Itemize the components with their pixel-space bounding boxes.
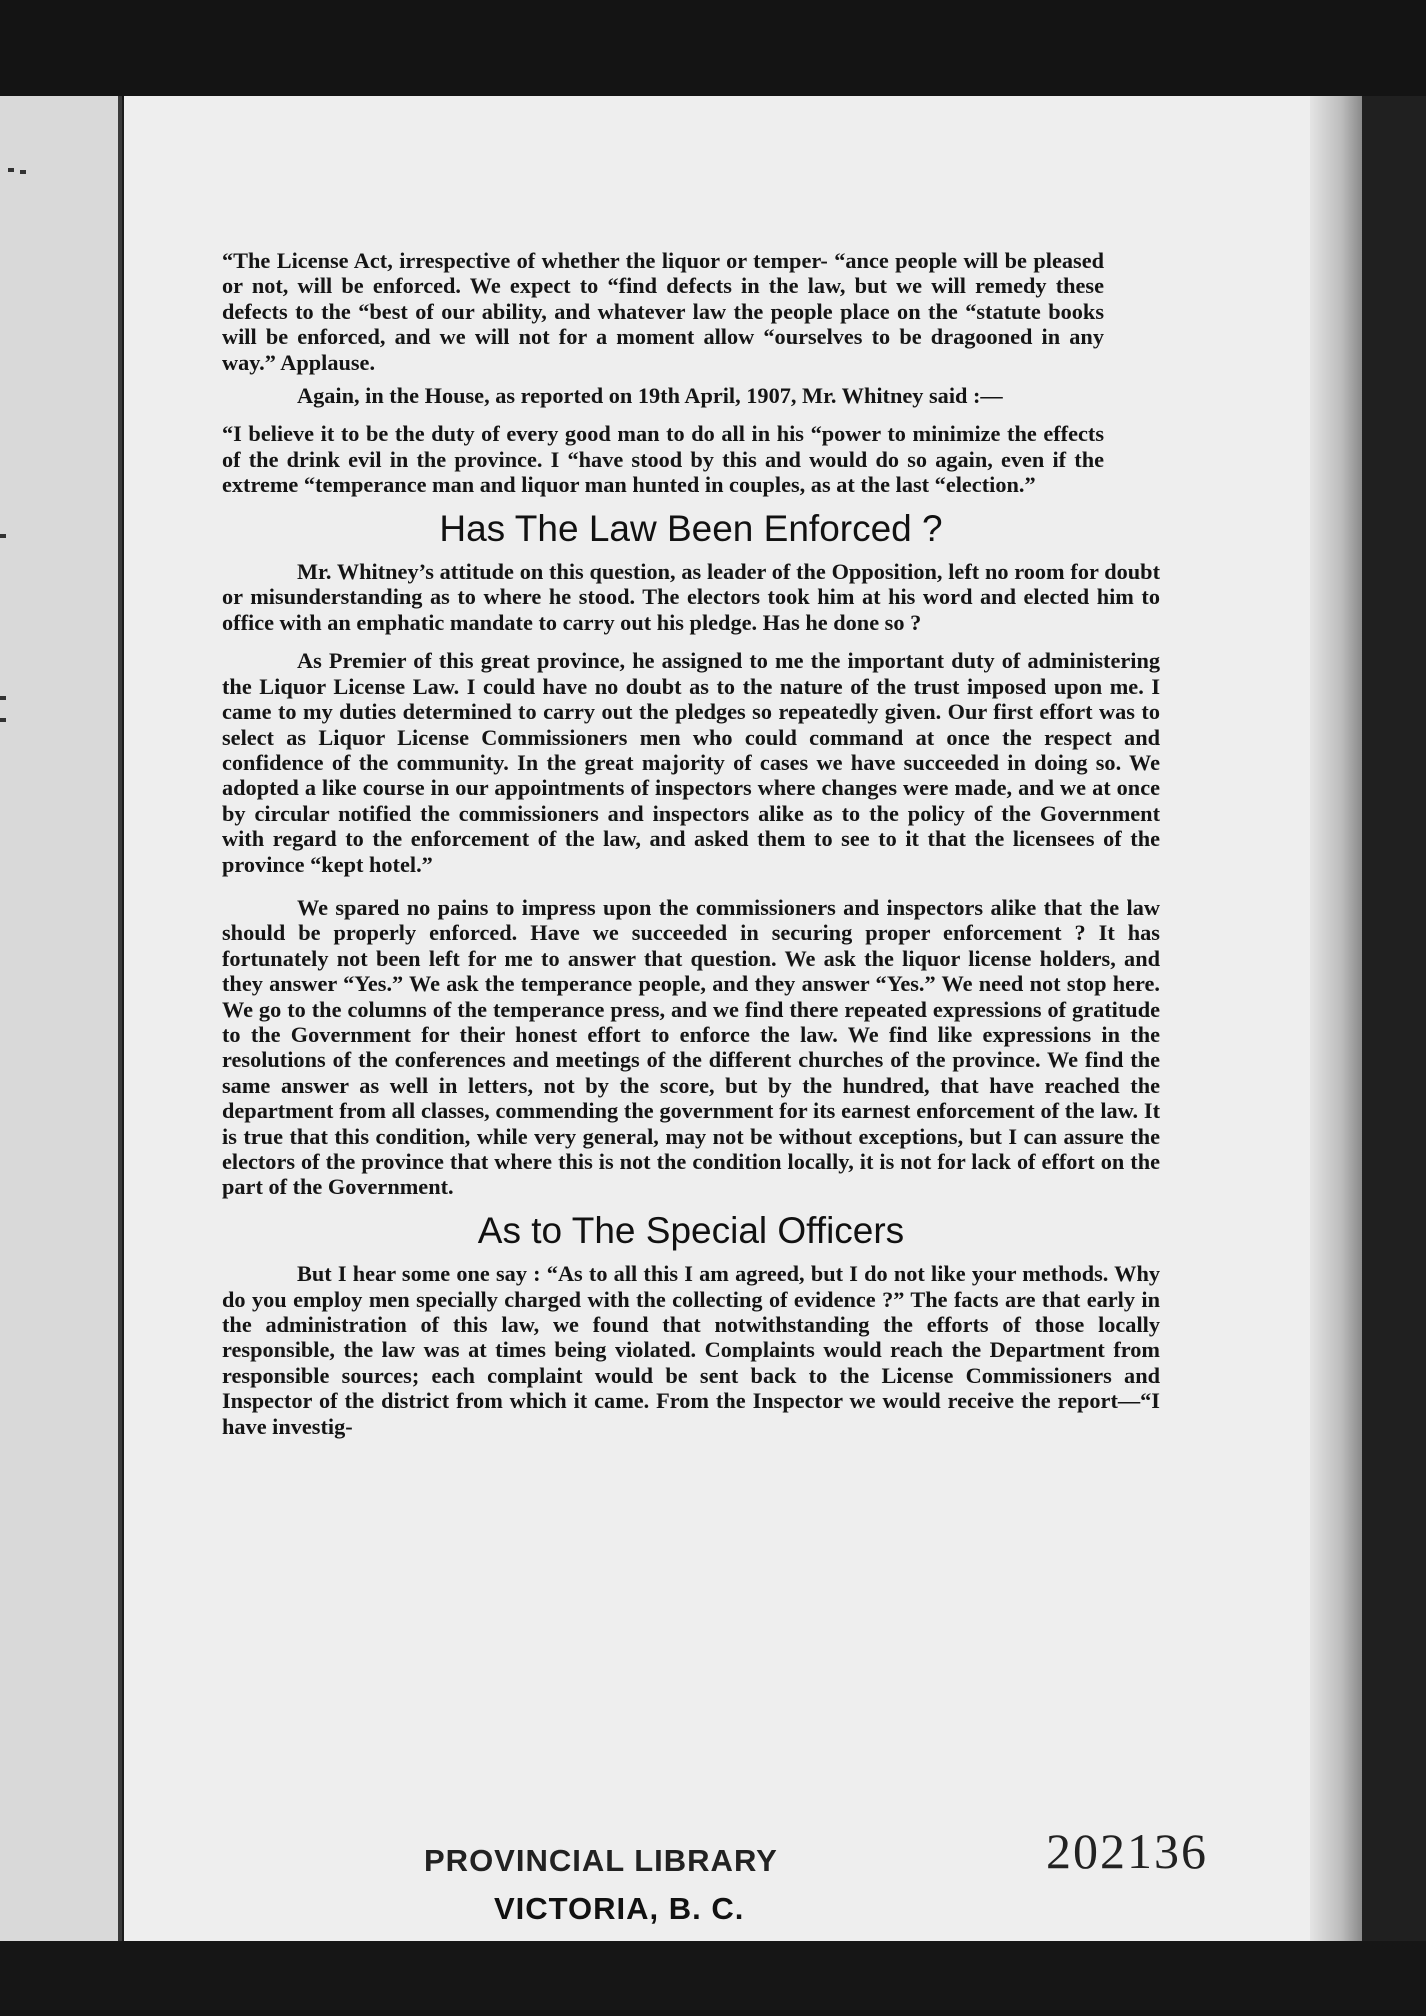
paragraph-spared-no-pains: We spared no pains to impress upon the commissioners and inspectors alike that the law should be properly enforced. Have we succeeded in securing proper enforcement ? It has fortunately not been left for me to answer that question. We ask the liquor license holders, and they answer “Yes.” We ask the temperance people, and they answer “Yes.” We need not stop here. We go to the columns of the temperance press, and we find there repeated expressions of gratitude to the Government for their honest effort to enforce the law. We find like expressions in the resolutions of the conferences and meetings of the different churches of the province. We find the same answer as well in letters, not by the score, but by the hundred, that have reached the department from all classes, commending the government for its earnest enforcement of the law. It is true that this condition, while very general, may not be without exceptions, but I can assure the electors of the province that where this is not the condition locally, it is not for lack of effort on the part of the Government. <box>222 894 1160 1200</box>
accession-number: 202136 <box>1046 1823 1208 1879</box>
library-stamp: PROVINCIAL LIBRARY <box>424 1843 778 1878</box>
whitney-quote-drink-evil: “I believe it to be the duty of every good man to do all in his “power to minimize the effects of the drink evil in the province. I “have stood by this and would do so again, even if the extreme “temperance man and liquor man hunted in couples, as at the last “election.” <box>222 421 1104 498</box>
page-body <box>222 248 1160 1439</box>
library-stamp-city: VICTORIA, B. C. <box>494 1891 745 1926</box>
section-heading-law-enforced: Has The Law Been Enforced ? <box>439 507 943 549</box>
paragraph-house-report: Again, in the House, as reported on 19th April, 1907, Mr. Whitney said :— <box>297 383 1003 409</box>
scan-border-bottom <box>0 1941 1426 2016</box>
adjacent-page-edge <box>0 96 122 1941</box>
section-heading-special-officers: As to The Special Officers <box>477 1209 905 1251</box>
scan-border-top <box>0 0 1426 100</box>
paragraph-premier: As Premier of this great province, he assigned to me the important duty of administering the Liquor License Law. I could have no doubt as to the nature of the trust imposed upon me. I came to my duties determined to carry out the pledges so repeatedly given. Our first effort was to select as Liquor License Commissioners men who could command at once the respect and confidence of the community. In the great majority of cases we have succeeded in doing so. We adopted a like course in our appointments of inspectors where changes were made, and we at once by circular notified the commissioners and inspectors alike as to the policy of the Government with regard to the enforcement of the law, and asked them to see to it that the licensees of the province “kept hotel.” <box>222 648 1160 877</box>
page-gutter-shadow <box>1310 96 1362 1941</box>
paragraph-special-officers: But I hear some one say : “As to all this I am agreed, but I do not like your methods. Why do you employ men specially charged with the collecting of evidence ?” The facts are that early in the administration of this law, we found that notwithstanding the efforts of those locally responsible, the law was at times being violated. Complaints would reach the Department from responsible sources; each complaint would be sent back to the License Commissioners and Inspector of the district from which it came. From the Inspector we would receive the report—“I have investig- <box>222 1261 1160 1439</box>
scan-border-right <box>1362 96 1426 2016</box>
paragraph-attitude: Mr. Whitney’s attitude on this question, as leader of the Opposition, left no room for doubt or misunderstanding as to where he stood. The electors took him at his word and elected him to office with an emphatic mandate to carry out his pledge. Has he done so ? <box>222 559 1160 635</box>
whitney-quote-license-act: “The License Act, irrespective of whether the liquor or temper- “ance people will be pleased or not, will be enforced. We expect to “find defects in the law, but we will remedy these defects to the “best of our ability, and whatever law the people place on the “statute books will be enforced, and we will not for a moment allow “ourselves to be dragooned in any way.” Applause. <box>222 248 1104 375</box>
